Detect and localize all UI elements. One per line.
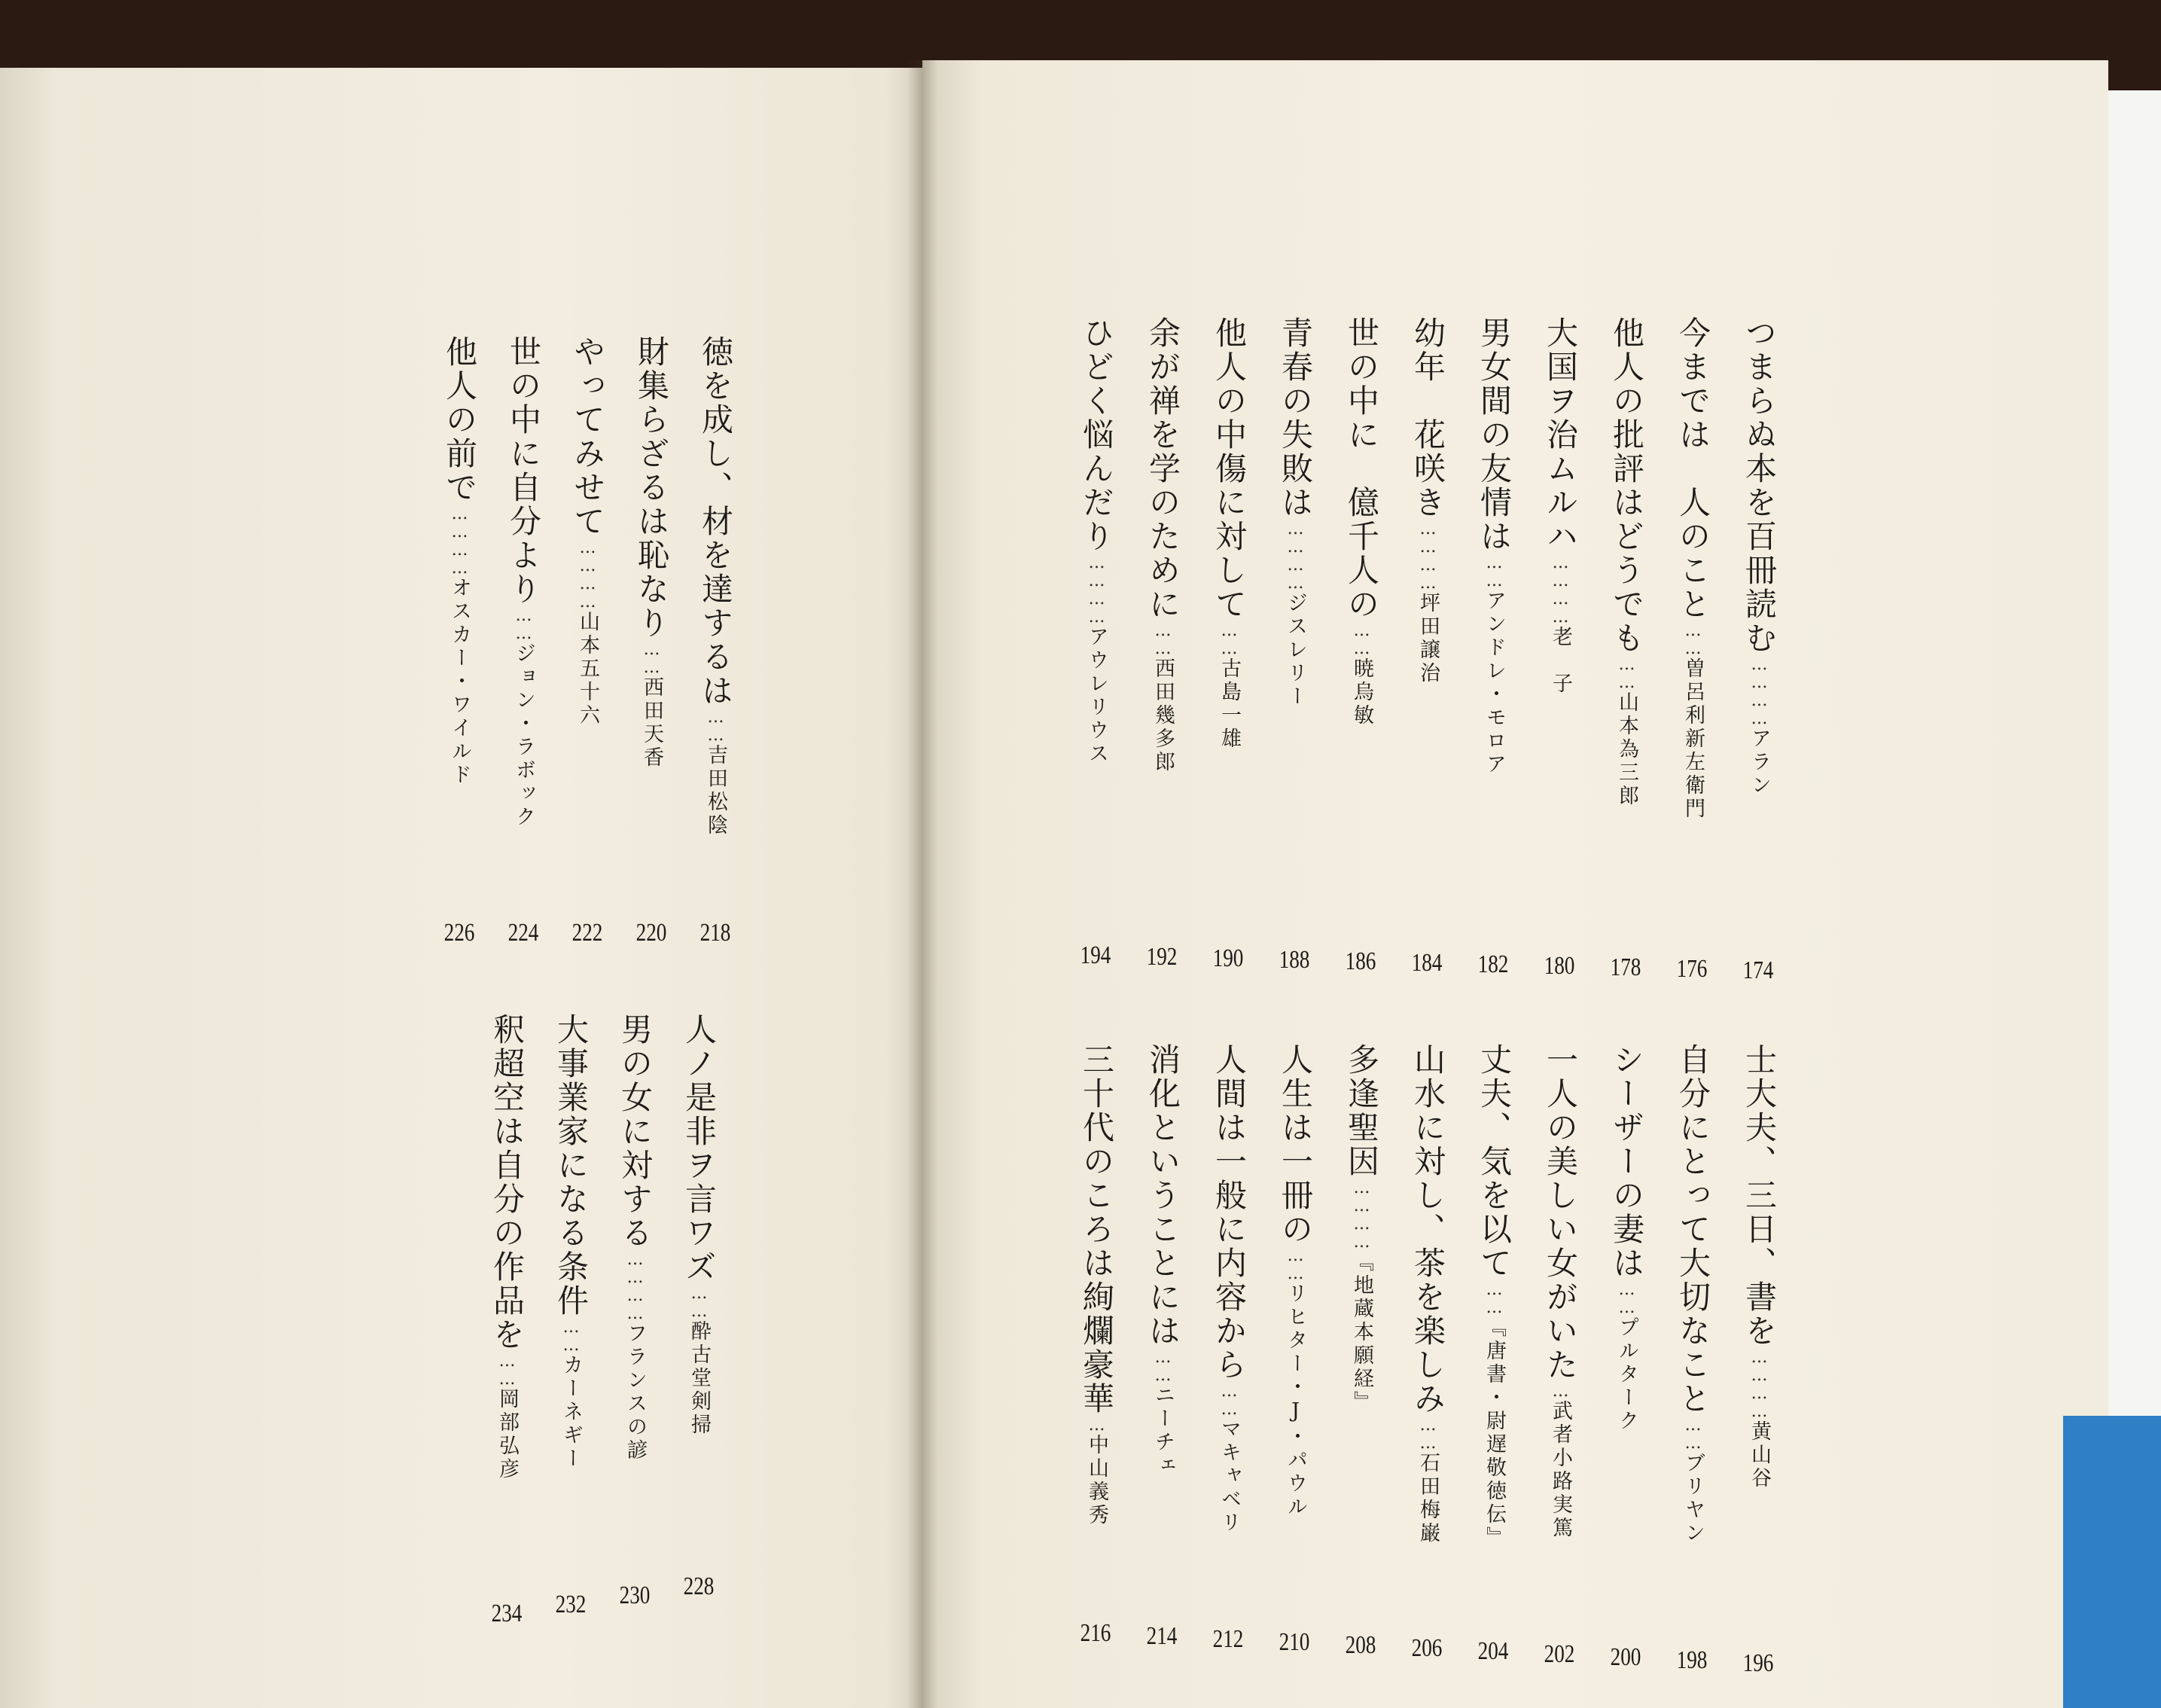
- entry-title: 人間は一般に内容から: [1211, 1043, 1248, 1382]
- page-number: 212: [1212, 1625, 1244, 1653]
- entry-author: カーネギー: [559, 1354, 583, 1471]
- leader-dots: …………: [450, 505, 469, 577]
- toc-entry: [1467, 316, 1521, 979]
- entry-author: 山本為三郎: [1615, 691, 1638, 808]
- leader-dots: …………: [626, 1250, 645, 1322]
- toc-entry: [1202, 1043, 1256, 1645]
- toc-entry: [1666, 1043, 1720, 1645]
- toc-entry: [1268, 316, 1322, 979]
- page-number: 228: [683, 1572, 715, 1600]
- toc-entry: [1401, 316, 1455, 979]
- toc-entry: [1732, 316, 1786, 979]
- entry-author: 黄山谷: [1748, 1420, 1771, 1490]
- entry-author: 吉田松陰: [704, 744, 727, 837]
- adjacent-white-sheet: [2108, 90, 2161, 1431]
- leader-dots: ……: [1419, 1416, 1437, 1452]
- toc-entry: [1069, 1043, 1123, 1645]
- page-number: 216: [1080, 1619, 1111, 1647]
- page-number: 208: [1345, 1631, 1376, 1659]
- leader-dots: ……: [690, 1284, 709, 1320]
- toc-entry: [1666, 316, 1720, 979]
- page-number: 186: [1345, 947, 1376, 975]
- toc-entry: [1202, 316, 1256, 979]
- page-number: 222: [571, 919, 603, 947]
- entry-title: 一人の美しい女がいた: [1542, 1043, 1579, 1382]
- page-number: 210: [1279, 1628, 1310, 1656]
- page-number: 180: [1544, 952, 1575, 980]
- entry-title: 人ノ是非ヲ言ワズ: [681, 1013, 718, 1284]
- entry-author: 古島一雄: [1218, 657, 1241, 751]
- entry-title: ひどく悩んだり: [1078, 316, 1115, 554]
- entry-title: 世の中に自分より: [505, 335, 542, 606]
- entry-author: アウレリウス: [1085, 626, 1108, 766]
- page-number: 202: [1544, 1640, 1575, 1668]
- page-number: 174: [1742, 956, 1774, 984]
- leader-dots: ……: [1220, 621, 1239, 657]
- toc-entry: [1533, 316, 1587, 979]
- toc-entry: [672, 1013, 726, 1570]
- entry-title: 自分にとって大切なこと: [1675, 1043, 1711, 1416]
- toc-entry: [1467, 1043, 1521, 1645]
- entry-author: 『地蔵本願経』: [1350, 1251, 1373, 1414]
- leader-dots: ……: [562, 1318, 581, 1354]
- leader-dots: …………: [1352, 1179, 1371, 1251]
- entry-title: 他人の中傷に対して: [1211, 316, 1248, 621]
- leader-dots: …………: [1087, 554, 1106, 626]
- leader-dots: …: [1551, 1382, 1570, 1400]
- entry-author: ジスレリー: [1284, 592, 1307, 709]
- page-number: 196: [1742, 1649, 1774, 1677]
- toc-entry: [544, 1013, 598, 1570]
- entry-author: 暁烏敏: [1350, 657, 1373, 727]
- entry-author: ブリヤン: [1681, 1452, 1705, 1545]
- entry-author: 石田梅巌: [1416, 1452, 1440, 1545]
- entry-author: 山本五十六: [576, 611, 599, 727]
- entry-author: ニーチェ: [1151, 1384, 1175, 1478]
- entry-author: 西田幾多郎: [1151, 657, 1175, 774]
- entry-author: 曽呂利新左衛門: [1681, 657, 1705, 821]
- leader-dots: …: [1087, 1416, 1106, 1434]
- toc-entry: [1334, 316, 1388, 979]
- entry-title: やってみせて: [569, 335, 606, 538]
- entry-author: 岡部弘彦: [495, 1388, 519, 1481]
- leader-dots: …………: [1750, 1348, 1769, 1420]
- leader-dots: ……: [1352, 621, 1371, 657]
- page-number: 190: [1212, 944, 1244, 972]
- entry-author: 『唐書・尉遅敬徳伝』: [1483, 1316, 1506, 1550]
- entry-author: 坪田譲治: [1416, 592, 1440, 685]
- entry-title: 今までは 人のこと: [1675, 316, 1711, 621]
- page-number: 234: [491, 1600, 523, 1627]
- page-number: 198: [1676, 1646, 1708, 1674]
- page-number: 188: [1279, 946, 1310, 974]
- page-number: 204: [1477, 1637, 1509, 1665]
- page-number: 184: [1411, 949, 1443, 977]
- toc-entry: [1732, 1043, 1786, 1645]
- entry-title: シーザーの妻は: [1608, 1043, 1645, 1280]
- entry-author: プルターク: [1615, 1316, 1638, 1433]
- leader-dots: …………: [578, 538, 597, 611]
- page-number: 176: [1676, 955, 1708, 983]
- entry-title: 幼年 花咲き: [1410, 316, 1446, 520]
- page-number: 200: [1610, 1643, 1641, 1671]
- entry-title: つまらぬ本を百冊読む: [1741, 316, 1778, 655]
- toc-entry: [1599, 316, 1654, 979]
- entry-title: 他人の前で: [441, 335, 478, 505]
- leader-dots: …………: [1750, 655, 1769, 727]
- toc-entry: [496, 335, 550, 923]
- page-number: 230: [619, 1581, 651, 1609]
- toc-entry: [1135, 316, 1190, 979]
- entry-title: 山水に対し、茶を楽しみ: [1410, 1043, 1446, 1416]
- leader-dots: ……: [1220, 1382, 1239, 1418]
- entry-title: 男の女に対する: [617, 1013, 654, 1250]
- page-number: 194: [1080, 941, 1111, 969]
- leader-dots: ……: [1154, 621, 1172, 657]
- entry-title: 多逢聖因: [1343, 1043, 1380, 1179]
- entry-title: 男女間の友情は: [1476, 316, 1513, 554]
- toc-entry: [1069, 316, 1123, 979]
- entry-author: マキャベリ: [1218, 1418, 1241, 1535]
- leader-dots: ……: [1617, 655, 1636, 691]
- entry-title: 青春の失敗は: [1277, 316, 1314, 520]
- entry-title: 財集らざるは恥なり: [633, 335, 670, 640]
- toc-entry: [1268, 1043, 1322, 1645]
- toc-entry: [1599, 1043, 1654, 1645]
- leader-dots: ……: [1485, 554, 1504, 590]
- page-number: 192: [1146, 943, 1178, 971]
- entry-author: 酔古堂剣掃: [687, 1320, 711, 1437]
- leader-dots: ……: [498, 1352, 517, 1388]
- leader-dots: ……: [706, 708, 725, 744]
- entry-title: 徳を成し、材を達するは: [697, 335, 734, 708]
- toc-entry: [1135, 1043, 1190, 1645]
- page-number: 206: [1411, 1634, 1443, 1662]
- page-number: 214: [1146, 1622, 1178, 1650]
- leader-dots: ……: [1684, 621, 1702, 657]
- page-number: 218: [700, 919, 731, 947]
- entry-author: 武者小路実篤: [1549, 1400, 1572, 1540]
- leader-dots: ……: [1154, 1348, 1172, 1384]
- toc-entry: [480, 1013, 534, 1570]
- leader-dots: ……: [1286, 1246, 1305, 1283]
- entry-title: 大国ヲ治ムルハ: [1542, 316, 1579, 554]
- page-number: 220: [635, 919, 667, 947]
- toc-entry: [1334, 1043, 1388, 1645]
- entry-title: 世の中に 億千人の: [1343, 316, 1380, 621]
- entry-author: オスカー・ワイルド: [448, 577, 471, 787]
- page-number: 224: [507, 919, 539, 947]
- page-number: 232: [555, 1591, 587, 1618]
- entry-title: 消化ということには: [1145, 1043, 1181, 1348]
- entry-author: ジョン・ラボック: [512, 642, 535, 829]
- entry-title: 釈超空は自分の作品を: [489, 1013, 526, 1352]
- entry-title: 丈夫、気を以て: [1476, 1043, 1513, 1280]
- book-gutter: [907, 60, 937, 1708]
- leader-dots: …………: [1286, 520, 1305, 592]
- leader-dots: ……: [1485, 1280, 1504, 1316]
- page-number: 178: [1610, 953, 1641, 981]
- entry-title: 他人の批評はどうでも: [1608, 316, 1645, 655]
- entry-author: フランスの諺: [623, 1322, 647, 1462]
- entry-author: 西田天香: [640, 676, 663, 770]
- leader-dots: …………: [1419, 520, 1437, 592]
- toc-entry: [688, 335, 742, 923]
- toc-entry: [432, 335, 486, 923]
- entry-title: 大事業家になる条件: [553, 1013, 590, 1318]
- toc-entry: [624, 335, 678, 923]
- entry-author: アラン: [1748, 727, 1771, 798]
- leader-dots: ……: [1684, 1416, 1702, 1452]
- entry-author: 中山義秀: [1085, 1434, 1108, 1527]
- entry-title: 三十代のころは絢爛豪華: [1078, 1043, 1115, 1416]
- toc-entry: [1401, 1043, 1455, 1645]
- entry-title: 士大夫、三日、書を: [1741, 1043, 1778, 1348]
- leader-dots: ……: [1617, 1280, 1636, 1316]
- page-number: 182: [1477, 950, 1509, 978]
- toc-entry: [608, 1013, 662, 1570]
- leader-dots: ……: [642, 640, 661, 676]
- leader-dots: …………: [1551, 554, 1570, 626]
- entry-author: リヒター・J・パウル: [1284, 1283, 1307, 1519]
- entry-title: 余が禅を学のために: [1145, 316, 1181, 621]
- toc-entry: [1533, 1043, 1587, 1645]
- entry-author: アンドレ・モロア: [1483, 590, 1506, 776]
- entry-author: 老 子: [1549, 626, 1572, 696]
- blue-book-cover: [2063, 1416, 2161, 1708]
- page-number: 226: [443, 919, 475, 947]
- leader-dots: ……: [514, 606, 533, 642]
- toc-entry: [560, 335, 614, 923]
- entry-title: 人生は一冊の: [1277, 1043, 1314, 1246]
